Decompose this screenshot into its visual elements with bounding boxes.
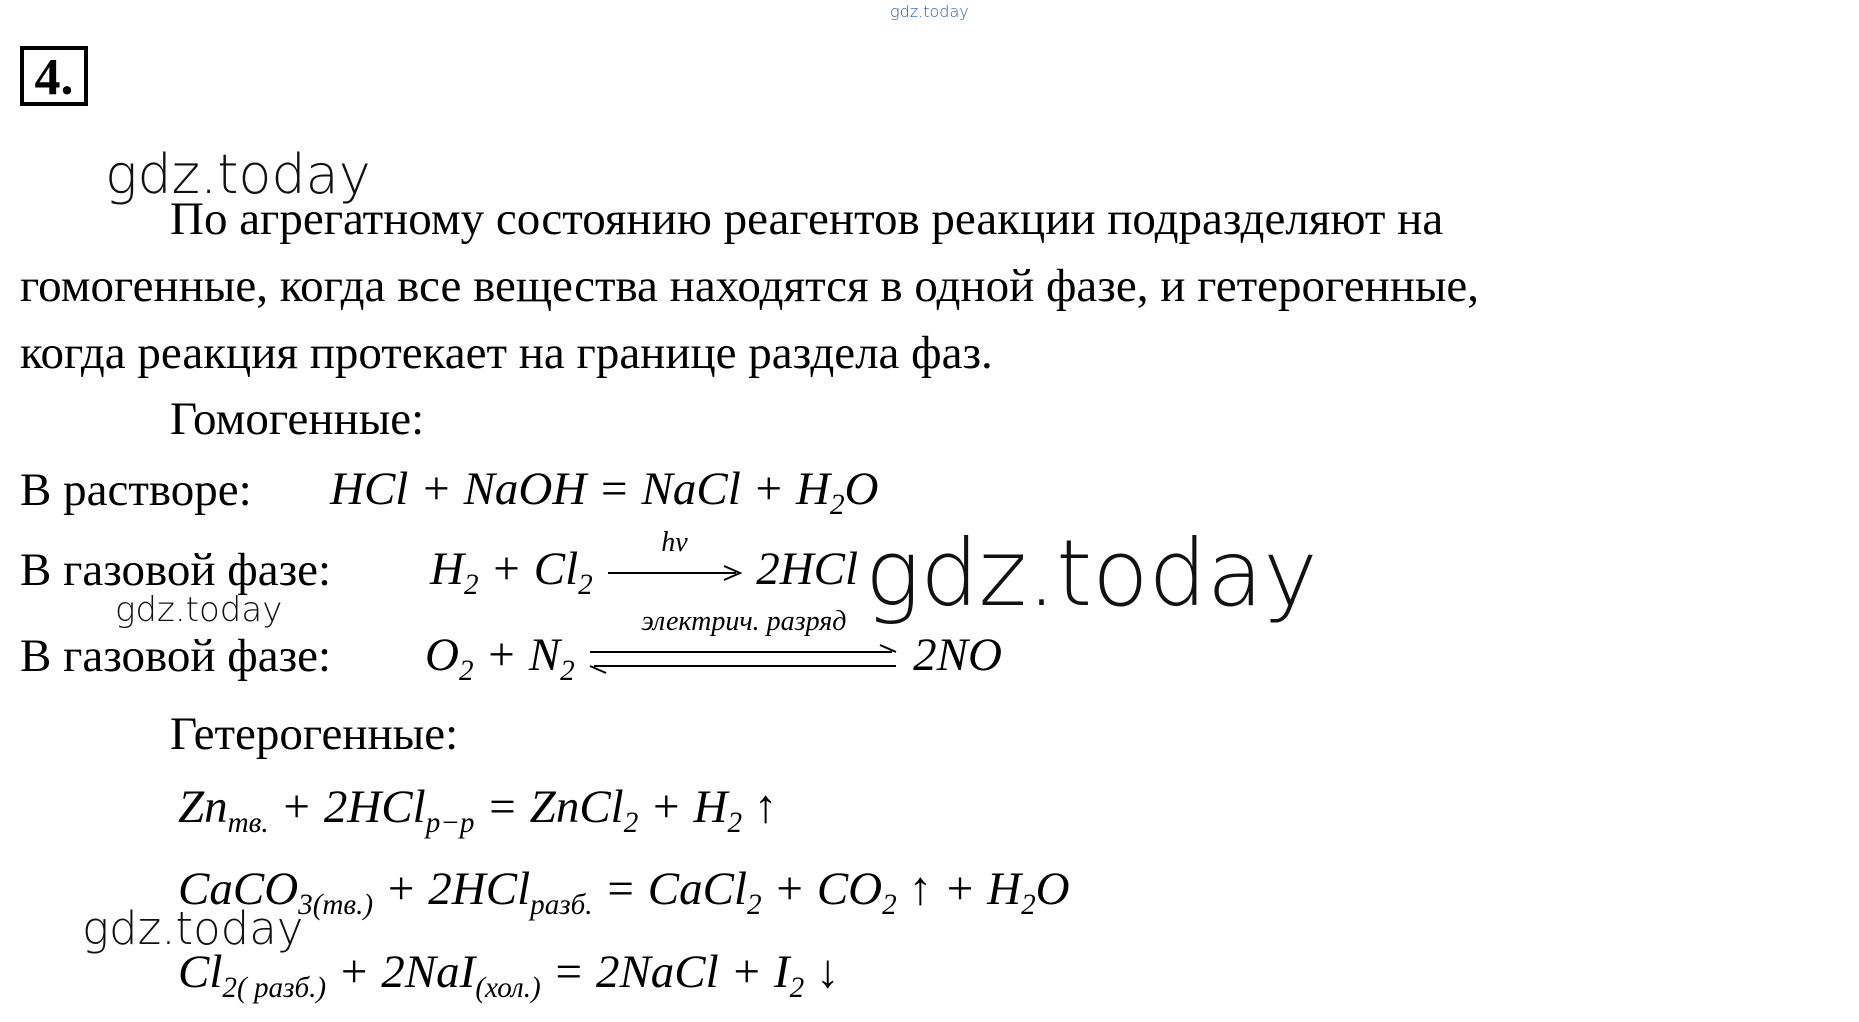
watermark-top: gdz.today xyxy=(890,2,969,21)
reaction-3-equation: $O_2 + N_2$ электрич. разряд 2NO xyxy=(425,606,1002,688)
hetero-reaction-1: $Zn_{тв.} + 2HCl_{р-р}$ = ZnCl$_2$ + $H_2$ ↑ xyxy=(178,781,778,840)
watermark-3: gdz.today xyxy=(115,590,283,630)
hetero-sub-cl2: 2( разб.) xyxy=(222,972,327,1005)
reaction-2-arrow-label: hv xyxy=(661,527,688,559)
watermark-1: gdz.today xyxy=(105,143,371,206)
watermark-2: gdz.today xyxy=(865,520,1318,627)
paragraph-line-3: когда реакция протекает на границе раздела фаз. xyxy=(20,327,993,379)
homogeneous-heading: Гомогенные: xyxy=(170,393,425,445)
reaction-2-arrow xyxy=(604,527,744,583)
hetero-sub-dilute: разб. xyxy=(530,889,593,922)
hetero-reaction-3: $Cl_{2( разб.)} + 2NaI_{(хол.)}$ = 2NaCl + $I_2$ ↓ xyxy=(178,946,840,1005)
reaction-2-label: В газовой фазе: xyxy=(20,544,332,596)
hetero-sub-solid: тв. xyxy=(227,807,269,840)
reaction-3-arrow xyxy=(586,606,901,676)
hetero-sub-solution: р−р xyxy=(425,807,475,840)
hetero-sub-caco3: 3(тв.) xyxy=(298,889,374,922)
reaction-3-label: В газовой фазе: xyxy=(20,630,332,682)
reaction-1-equation: HCl + NaOH = NaCl + $H_2O$ xyxy=(330,463,879,522)
reaction-1-label: В растворе: xyxy=(20,464,252,516)
task-number: 4. xyxy=(20,46,88,106)
reaction-2-equation: $H_2 + Cl_2$ hv 2HCl xyxy=(430,527,859,602)
paragraph-line-2: гомогенные, когда все вещества находятся в одной фазе, и гетерогенные, xyxy=(20,260,1480,312)
watermark-4: gdz.today xyxy=(82,902,304,955)
heterogeneous-heading: Гетерогенные: xyxy=(170,708,459,760)
reaction-3-arrow-label: электрич. разряд xyxy=(641,606,847,638)
hetero-sub-cold: (хол.) xyxy=(475,972,541,1005)
hetero-reaction-2: CaCO$_{3(тв.)}$ + 2HCl$_{разб.}$ = CaCl$_2$ + $CO_2$ ↑ + $H_2O$ xyxy=(178,863,1070,922)
paragraph-line-1: По агрегатному состоянию реагентов реакции подразделяют на xyxy=(170,193,1444,245)
